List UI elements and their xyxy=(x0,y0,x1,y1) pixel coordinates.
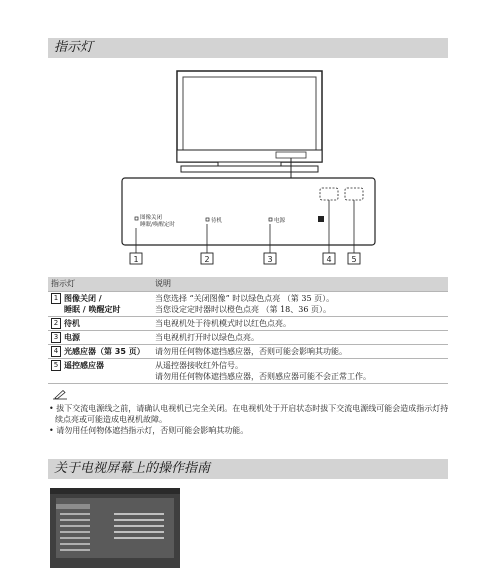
table-row xyxy=(48,331,448,345)
row-number: 3 xyxy=(51,332,61,343)
table-header-row xyxy=(48,277,448,292)
row-name-cell xyxy=(48,359,152,384)
thumb-slider-bar xyxy=(114,525,164,527)
table-row xyxy=(48,359,448,384)
label-picture-off: 图像关闭 xyxy=(140,215,163,221)
callout-1: 1 xyxy=(133,255,139,264)
row-name-cell xyxy=(48,331,152,345)
row-name-cell xyxy=(48,292,152,317)
row-desc-cell xyxy=(152,292,448,317)
row-desc: 当电视机处于待机模式时以红色点亮。 xyxy=(152,317,448,331)
row-name: 待机 xyxy=(64,319,80,328)
note-item: • 拔下交流电源线之前，请确认电视机已完全关闭。在电视机处于开启状态时拔下交流电源线可能会造成指示灯持续点亮或可能造成电视机故障。 xyxy=(49,404,449,424)
callout-3: 3 xyxy=(267,255,273,264)
row-desc: 当电视机打开时以绿色点亮。 xyxy=(152,331,448,345)
row-desc-line2: 当您设定定时器时以橙色点亮 （第 18、36 页）。 xyxy=(155,305,331,314)
row-desc: 当您选择 “关闭图像” 时以绿色点亮 （第 35 页）。 xyxy=(155,294,335,303)
row-name-cell xyxy=(48,345,152,359)
row-desc: 从遥控器接收红外信号。 xyxy=(155,361,243,370)
thumb-menu-row xyxy=(60,543,90,545)
row-name-line2: 睡眠 / 唤醒定时 xyxy=(64,305,121,314)
note-item: • 请勿用任何物体遮挡指示灯，否则可能会影响其功能。 xyxy=(49,426,249,435)
row-name: 图像关闭 / xyxy=(64,294,102,303)
callout-2: 2 xyxy=(204,255,210,264)
row-number: 2 xyxy=(51,318,61,329)
thumb-slider-bar xyxy=(114,513,164,515)
thumb-menu-row xyxy=(60,549,90,551)
row-number: 1 xyxy=(51,293,61,304)
tv-screen xyxy=(183,77,316,155)
tv-illustration xyxy=(177,71,322,178)
row-name: 电源 xyxy=(64,333,80,342)
thumb-menu-row xyxy=(60,525,90,527)
thumb-menu-row xyxy=(60,531,90,533)
power-logo-icon xyxy=(318,216,324,222)
header-indicator: 指示灯 xyxy=(48,277,152,292)
note-pencil-icon xyxy=(52,389,68,400)
row-number: 4 xyxy=(51,346,61,357)
row-name-cell xyxy=(48,317,152,331)
tv-indicator-diagram xyxy=(0,0,500,277)
tv-stand-base xyxy=(181,166,318,172)
onscreen-menu-thumbnail xyxy=(50,488,180,568)
table-row xyxy=(48,292,448,317)
indicator-table xyxy=(48,277,448,384)
thumb-slider-bar xyxy=(114,519,164,521)
header-description: 说明 xyxy=(152,277,448,292)
thumb-slider-bar xyxy=(114,537,164,539)
section-title-text: 关于电视屏幕上的操作指南 xyxy=(54,461,211,476)
section-title-text: 指示灯 xyxy=(54,40,94,55)
thumb-title-bar xyxy=(50,488,180,494)
label-sleep-timer: 睡眠/唤醒定时 xyxy=(140,222,175,228)
row-number: 5 xyxy=(51,360,61,371)
thumb-slider-bar xyxy=(114,531,164,533)
thumb-selected-item xyxy=(56,504,90,509)
label-standby: 待机 xyxy=(211,218,223,224)
row-desc: 请勿用任何物体遮挡感应器，否则可能会影响其功能。 xyxy=(152,345,448,359)
notes-block xyxy=(49,403,449,436)
row-desc-line2: 请勿用任何物体遮挡感应器，否则感应器可能不会正常工作。 xyxy=(155,372,371,381)
thumb-menu-row xyxy=(60,537,90,539)
table-row xyxy=(48,317,448,331)
label-power: 电源 xyxy=(274,218,286,224)
callout-4: 4 xyxy=(326,255,332,264)
thumb-menu-row xyxy=(60,519,90,521)
row-name: 遥控感应器 xyxy=(64,361,104,370)
row-desc-cell xyxy=(152,359,448,384)
row-name: 光感应器（第 35 页） xyxy=(64,347,145,356)
section-title-onscreen-guide xyxy=(48,459,448,479)
thumb-menu-row xyxy=(60,513,90,515)
table-row xyxy=(48,345,448,359)
callout-5: 5 xyxy=(351,255,357,264)
